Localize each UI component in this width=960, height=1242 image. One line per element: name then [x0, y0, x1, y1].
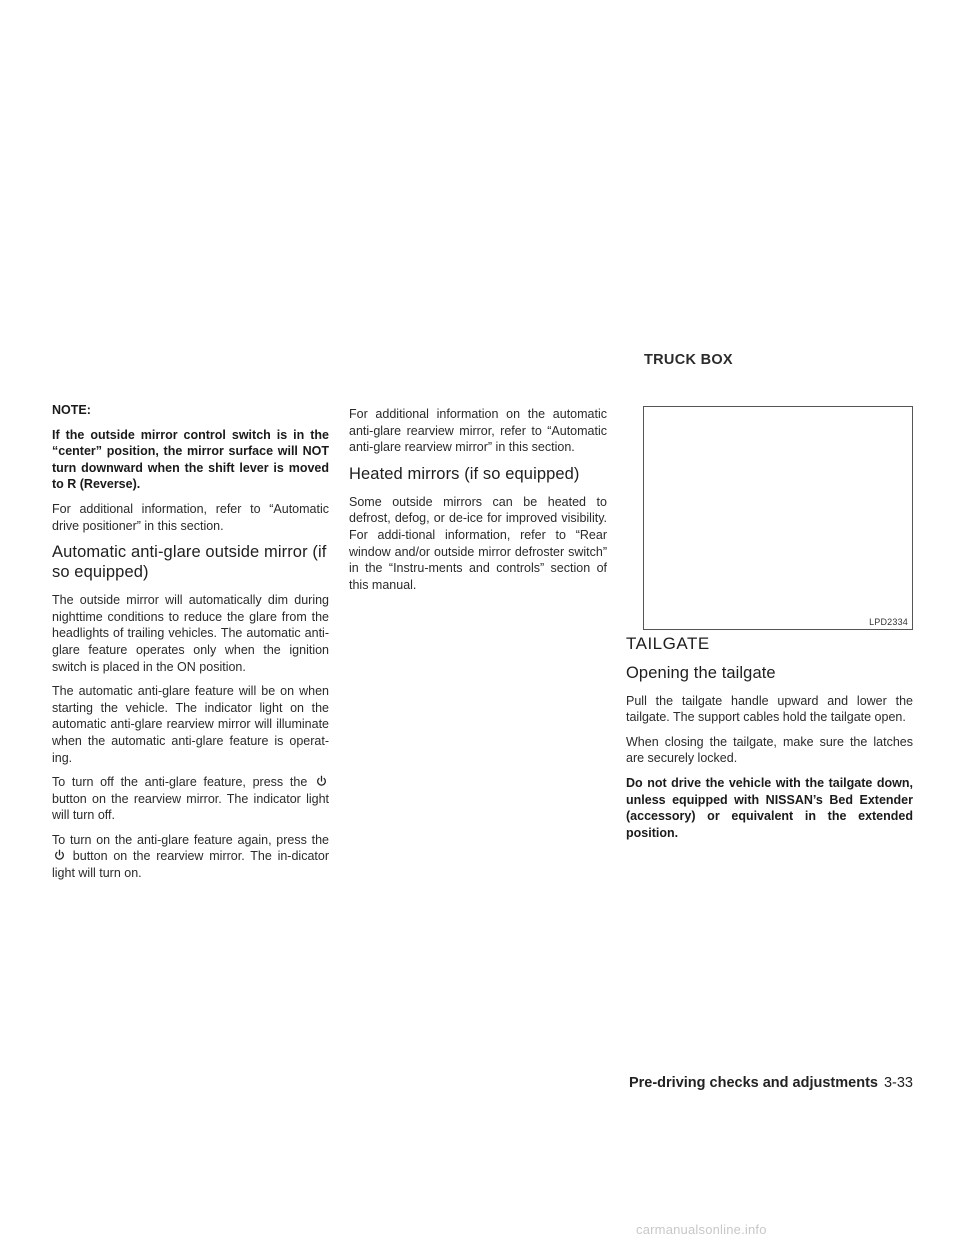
watermark: carmanualsonline.info: [636, 1222, 767, 1237]
left-column: [52, 402, 329, 890]
note-text: If the outside mirror control switch is in the “center” position, the mirror surface will NOT turn downward when the shift lever is moved to R (Reverse).: [52, 427, 329, 492]
para-closing-tailgate: When closing the tailgate, make sure the latches are securely locked.: [626, 734, 913, 766]
heading-anti-glare: Automatic anti-glare outside mirror (if so equipped): [52, 543, 327, 582]
middle-column: [349, 406, 607, 601]
para-additional-info: For additional information, refer to “Automatic drive positioner” in this section.: [52, 501, 329, 533]
power-icon: [54, 849, 65, 861]
right-column: [626, 636, 913, 849]
heading-tailgate: TAILGATE: [626, 634, 710, 653]
para-pull-handle: Pull the tailgate handle upward and lower the tailgate. The support cables hold the tailgate open.: [626, 693, 913, 725]
turn-off-text-before: To turn off the anti-glare feature, press the: [52, 775, 308, 790]
para-rearview-info: For additional information on the automatic anti-glare rearview mirror, refer to “Automatic anti-glare rearview mirror” in this section.: [349, 407, 607, 455]
para-auto-dim: The outside mirror will automatically dim during nighttime conditions to reduce the glare from the headlights of trailing vehicles. The automatic anti-glare feature operates only when the ignition switch is placed in the ON position.: [52, 593, 329, 674]
tailgate-warning: Do not drive the vehicle with the tailgate down, unless equipped with NISSAN’s Bed Extender (accessory) or equivalent in the extended position.: [626, 775, 913, 840]
figure-box: [643, 406, 913, 630]
para-indicator-light: The automatic anti-glare feature will be on when starting the vehicle. The indicator light on the automatic anti-glare rearview mirror will illuminate when the automatic anti-glare feature is operat-ing.: [52, 684, 329, 765]
truck-box-heading: TRUCK BOX: [644, 352, 733, 368]
heading-heated-mirrors: Heated mirrors (if so equipped): [349, 464, 580, 483]
figure-code: LPD2334: [869, 617, 908, 627]
power-icon: [316, 775, 327, 787]
para-heated-mirrors: Some outside mirrors can be heated to defrost, defog, or de-ice for improved visibility. For addi-tional information, refer to “Rear window and/or outside mirror defroster switch” in the “Instru-ments and controls” section of this manual.: [349, 494, 607, 592]
turn-off-text-after: button on the rearview mirror. The indicator light will turn off.: [52, 791, 329, 823]
footer-section-title: Pre-driving checks and adjustments: [628, 1075, 878, 1091]
turn-on-text-before: To turn on the anti-glare feature again, press the: [52, 832, 329, 847]
heading-opening-tailgate: Opening the tailgate: [626, 663, 776, 682]
page-number: 3-33: [883, 1075, 913, 1091]
note-label: NOTE:: [52, 403, 91, 417]
para-turn-on: [52, 832, 329, 882]
turn-on-text-after: button on the rearview mirror. The in-dicator light will turn on.: [52, 849, 329, 881]
page-footer: [629, 1075, 913, 1091]
para-turn-off: [52, 774, 329, 824]
